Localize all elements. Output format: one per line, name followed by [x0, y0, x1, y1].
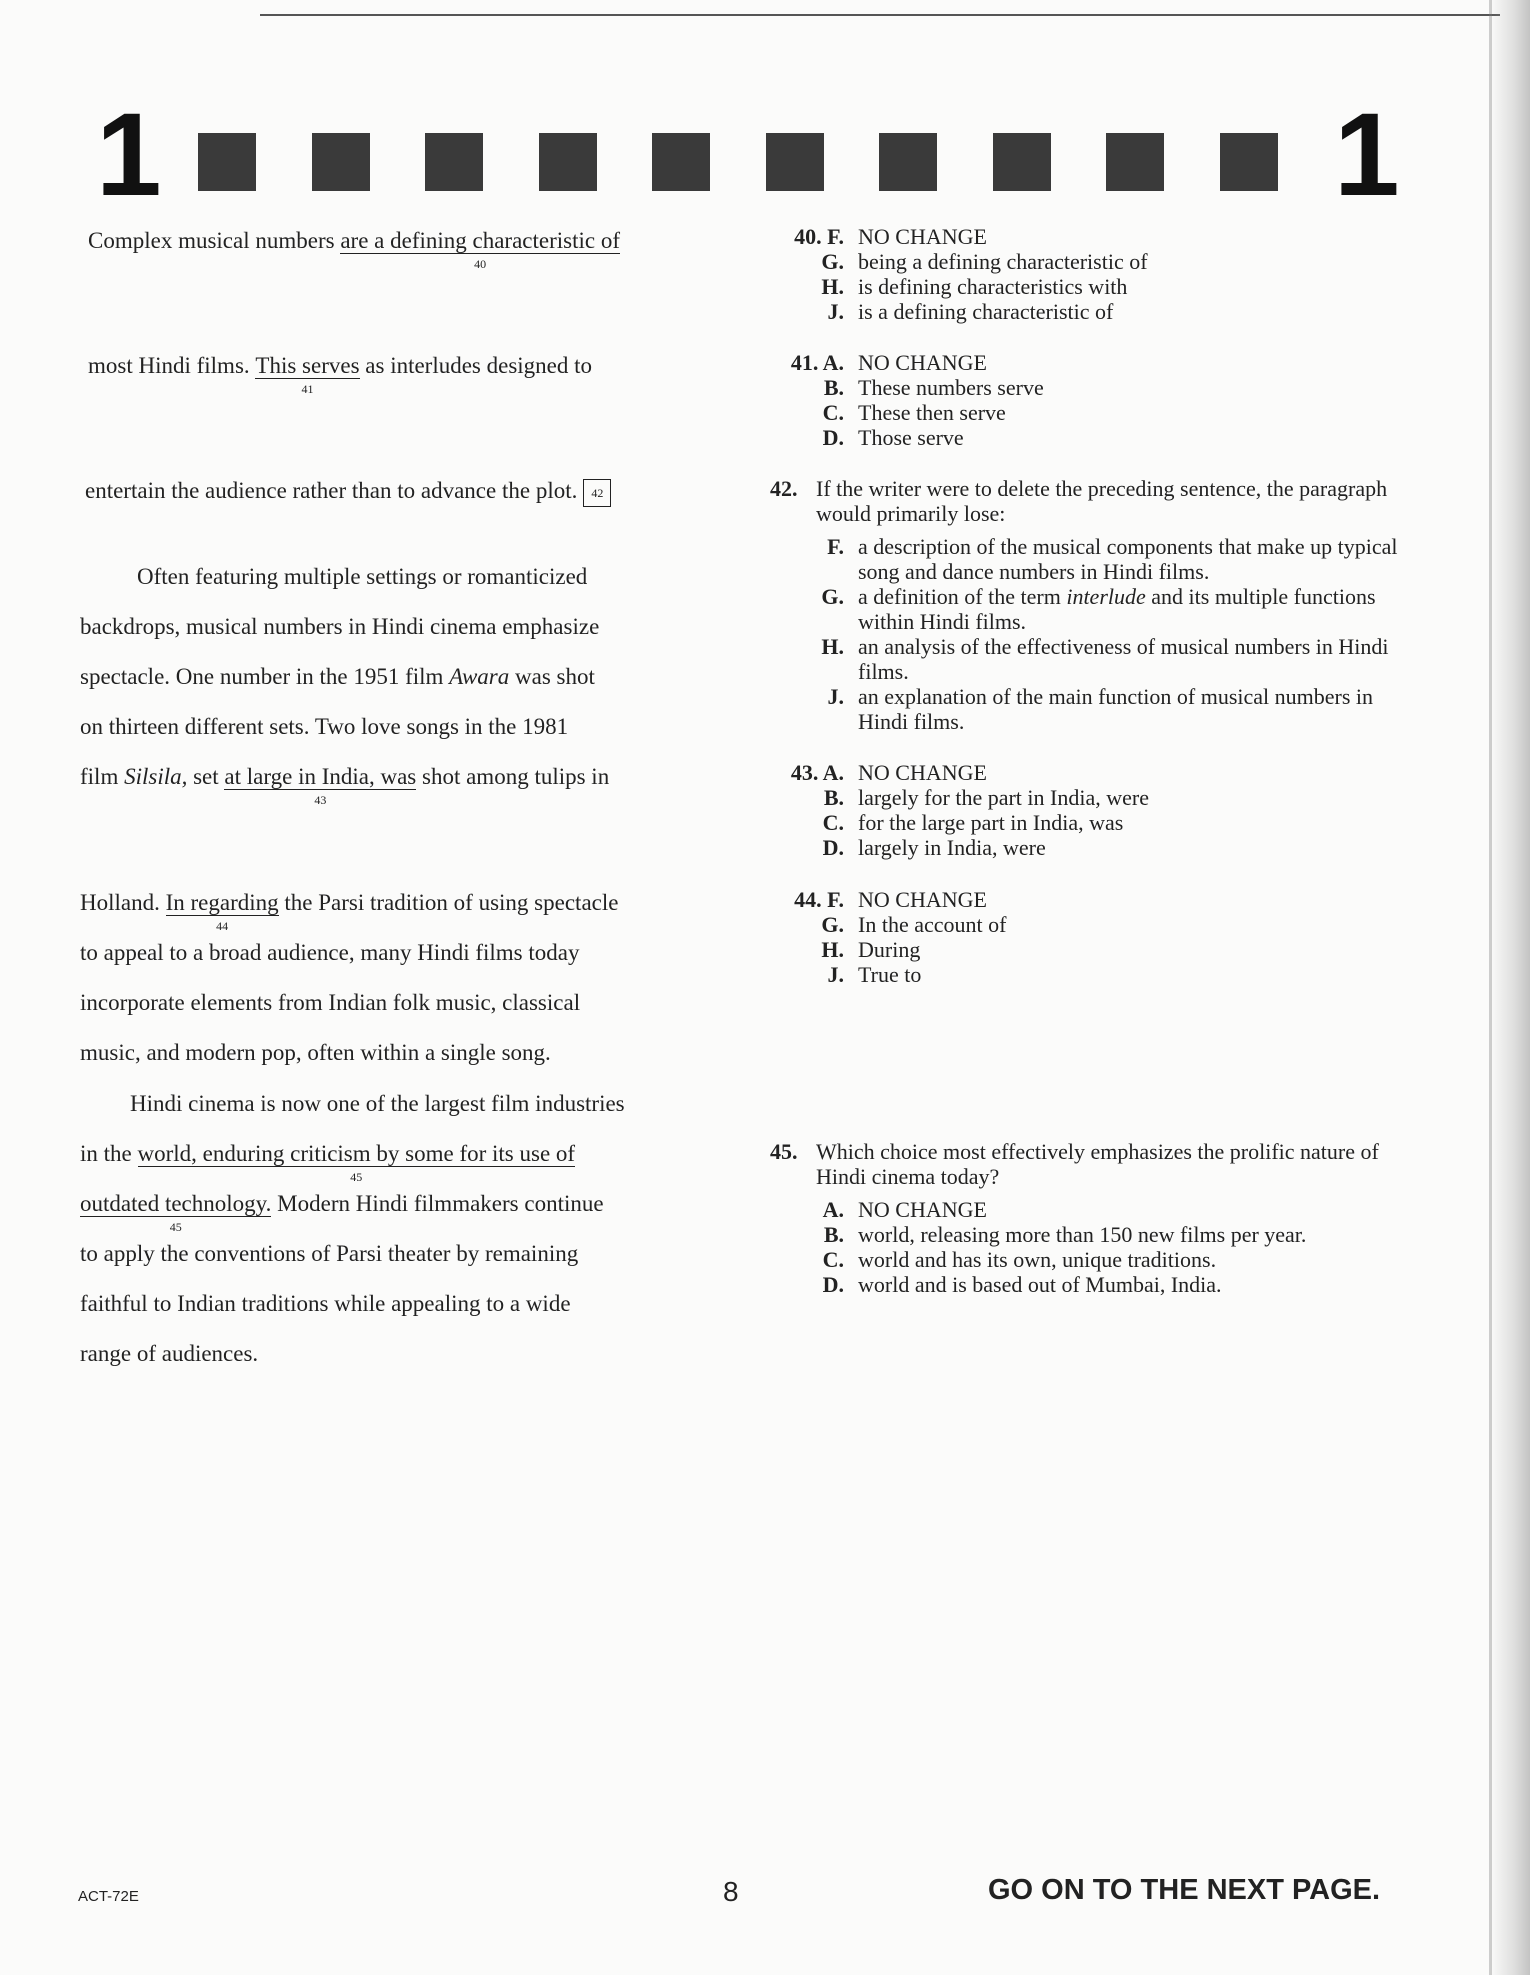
answer-option[interactable]: G. In the account of	[821, 912, 1007, 937]
underlined-portion-45a: world, enduring criticism by some for its use of 45	[137, 1141, 576, 1185]
passage-line: to appeal to a broad audience, many Hindi films today	[80, 940, 580, 965]
marker-block	[198, 133, 256, 191]
marker-block	[766, 133, 824, 191]
question-45	[770, 1139, 1410, 1297]
answer-option[interactable]: H. During	[821, 937, 921, 962]
marker-block	[425, 133, 483, 191]
underline-number: 41	[301, 382, 314, 397]
answer-option[interactable]: J. True to	[827, 962, 922, 987]
marker-block	[312, 133, 370, 191]
marker-block	[1106, 133, 1164, 191]
passage-line: film Silsila, set at large in India, was 43 shot among tulips in	[80, 764, 610, 808]
marker-block	[993, 133, 1051, 191]
underline-number: 45	[169, 1220, 182, 1235]
passage-line: to apply the conventions of Parsi theater by remaining	[80, 1241, 579, 1266]
underline-number: 40	[474, 257, 487, 272]
test-form-code: ACT-72E	[78, 1888, 139, 1905]
passage-line: Holland. In regarding 44 the Parsi tradition of using spectacle	[80, 890, 619, 934]
answer-option[interactable]: C. These then serve	[822, 400, 1006, 425]
passage-line: music, and modern pop, often within a single song.	[80, 1040, 551, 1065]
question-stem: 45. Which choice most effectively emphasizes the prolific nature of Hindi cinema today?	[770, 1139, 1379, 1189]
passage-line: range of audiences.	[80, 1341, 259, 1366]
passage-line: backdrops, musical numbers in Hindi cinema emphasize	[80, 614, 600, 639]
passage-line: outdated technology. 45 Modern Hindi filmmakers continue	[80, 1191, 604, 1235]
question-40	[770, 224, 1410, 324]
answer-option[interactable]: B. largely for the part in India, were	[823, 785, 1149, 810]
marker-block	[879, 133, 937, 191]
answer-option[interactable]: H. is defining characteristics with	[821, 274, 1128, 299]
scan-shadow-edge	[1490, 0, 1530, 1975]
marker-block	[539, 133, 597, 191]
underlined-portion-43: at large in India, was 43	[224, 764, 417, 808]
answer-option[interactable]: H. an analysis of the effectiveness of musical numbers in Hindi films.	[821, 634, 1389, 684]
question-41	[770, 350, 1410, 450]
page-number: 8	[723, 1876, 739, 1907]
passage-line: in the world, enduring criticism by some for its use of 45	[80, 1141, 576, 1185]
passage-line: incorporate elements from Indian folk music, classical	[80, 990, 581, 1015]
question-44	[770, 887, 1410, 987]
passage-line: Hindi cinema is now one of the largest film industries	[130, 1091, 625, 1116]
passage-line: Often featuring multiple settings or romanticized	[137, 564, 588, 589]
answer-option[interactable]: 44. F. NO CHANGE	[794, 887, 987, 912]
underlined-portion-45b: outdated technology. 45	[80, 1191, 272, 1235]
answer-option[interactable]: B. These numbers serve	[823, 375, 1044, 400]
answer-option[interactable]: D. Those serve	[822, 425, 964, 450]
answer-option[interactable]: D. largely in India, were	[822, 835, 1046, 860]
underlined-portion-40: are a defining characteristic of 40	[340, 228, 621, 272]
underline-number: 45	[350, 1170, 363, 1185]
question-42	[770, 476, 1410, 734]
question-stem: 42. If the writer were to delete the preceding sentence, the paragraph would primarily lose:	[770, 476, 1388, 526]
go-to-next-page-label: GO ON TO THE NEXT PAGE.	[988, 1874, 1381, 1906]
answer-option[interactable]: 43. A. NO CHANGE	[790, 760, 987, 785]
marker-block	[652, 133, 710, 191]
question-43	[770, 760, 1410, 860]
answer-option[interactable]: 40. F. NO CHANGE	[794, 224, 987, 249]
underline-number: 43	[314, 793, 327, 808]
section-number-left: 1	[96, 89, 162, 221]
marker-block	[1220, 133, 1278, 191]
answer-option[interactable]: D. world and is based out of Mumbai, India.	[822, 1272, 1222, 1297]
section-number-right: 1	[1334, 89, 1400, 221]
scan-edge-line	[1489, 0, 1492, 1975]
passage-line: spectacle. One number in the 1951 film Awara was shot	[80, 664, 595, 689]
question-box-42: 42	[583, 479, 611, 507]
section-marker-blocks	[198, 133, 1278, 191]
answer-option[interactable]: G. a definition of the term interlude and its multiple functions within Hindi films.	[821, 584, 1376, 634]
passage-line: Complex musical numbers are a defining characteristic of 40	[88, 228, 621, 272]
underlined-portion-44: In regarding 44	[165, 890, 279, 934]
answer-option[interactable]: 41. A. NO CHANGE	[790, 350, 987, 375]
answer-option[interactable]: B. world, releasing more than 150 new films per year.	[823, 1222, 1307, 1247]
answer-option[interactable]: J. is a defining characteristic of	[827, 299, 1114, 324]
answer-option[interactable]: C. for the large part in India, was	[822, 810, 1124, 835]
answer-option[interactable]: J. an explanation of the main function of musical numbers in Hindi films.	[827, 684, 1374, 734]
underlined-portion-41: This serves 41	[255, 353, 360, 397]
answer-option[interactable]: G. being a defining characteristic of	[821, 249, 1148, 274]
answer-option[interactable]: C. world and has its own, unique traditions.	[822, 1247, 1217, 1272]
passage-line: most Hindi films. This serves 41 as interludes designed to	[88, 353, 593, 397]
passage-line: faithful to Indian traditions while appealing to a wide	[80, 1291, 571, 1316]
underline-number: 44	[216, 919, 229, 934]
answer-option[interactable]: A. NO CHANGE	[822, 1197, 987, 1222]
scan-top-line	[260, 14, 1500, 16]
answer-option[interactable]: F. a description of the musical components that make up typical song and dance numbers in Hindi films.	[827, 534, 1398, 584]
passage-line: on thirteen different sets. Two love songs in the 1981	[80, 714, 569, 739]
passage-line: entertain the audience rather than to advance the plot. 42	[85, 478, 611, 507]
